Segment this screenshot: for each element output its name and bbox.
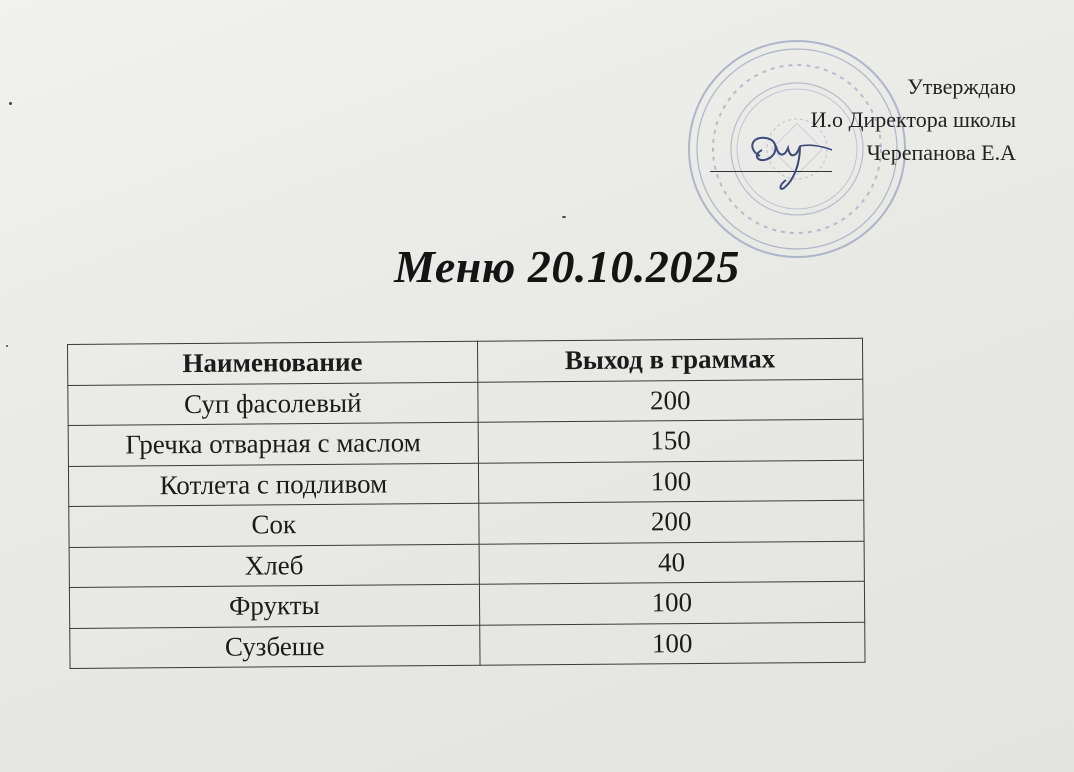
paper-speck <box>562 216 566 218</box>
column-header-name: Наименование <box>68 341 478 385</box>
table-row <box>68 460 863 507</box>
dish-name: Сузбеше <box>70 625 480 669</box>
table-row <box>69 541 864 588</box>
dish-name: Сок <box>69 503 479 547</box>
dish-output: 200 <box>477 379 863 423</box>
table-row <box>68 419 863 466</box>
menu-table <box>67 338 866 669</box>
dish-output: 100 <box>478 460 864 504</box>
dish-output: 200 <box>478 500 864 544</box>
table-row <box>68 379 863 426</box>
table-row <box>69 581 864 628</box>
dish-name: Суп фасолевый <box>68 382 478 426</box>
approval-signatory: Черепанова Е.А <box>866 140 1016 165</box>
dish-name: Хлеб <box>69 544 479 588</box>
paper-speck <box>9 102 12 105</box>
dish-output: 40 <box>479 541 865 585</box>
dish-name: Гречка отварная с маслом <box>68 422 478 466</box>
dish-output: 150 <box>478 419 864 463</box>
page-title: Меню 20.10.2025 <box>394 241 740 292</box>
approval-heading: Утверждаю <box>907 74 1016 99</box>
table-header-row <box>68 338 863 385</box>
paper-speck <box>6 345 8 347</box>
dish-name: Фрукты <box>69 584 479 628</box>
table-row <box>70 622 865 669</box>
dish-name: Котлета с подливом <box>68 463 478 507</box>
column-header-output: Выход в граммах <box>477 338 863 382</box>
approval-position: И.о Директора школы <box>810 107 1016 132</box>
handwritten-signature <box>740 128 840 198</box>
dish-output: 100 <box>479 622 865 666</box>
dish-output: 100 <box>479 581 865 625</box>
table-row <box>69 500 864 547</box>
